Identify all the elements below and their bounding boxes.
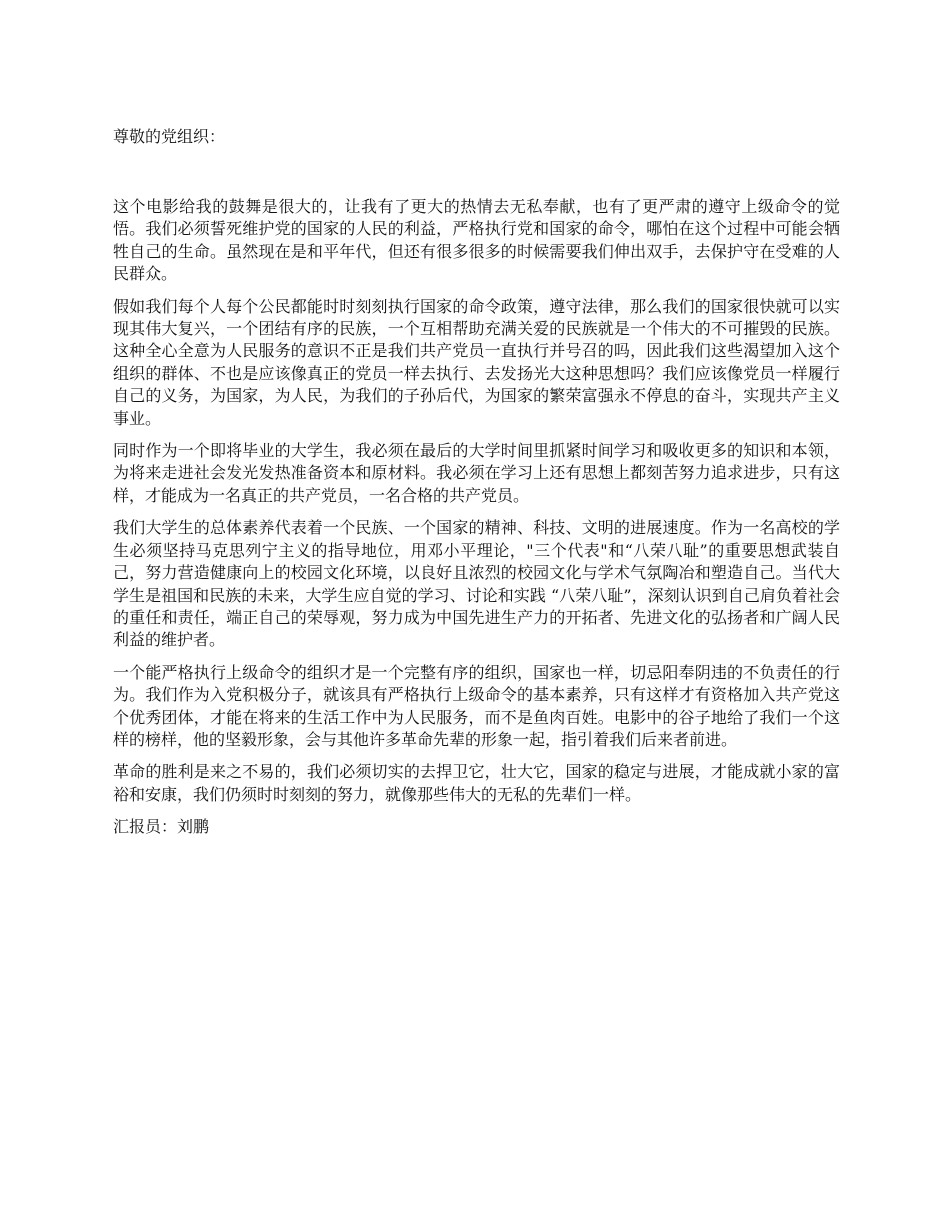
signature: 汇报员：刘鹏 bbox=[113, 817, 210, 837]
letter-body bbox=[113, 196, 840, 838]
salutation: 尊敬的党组织： bbox=[113, 127, 226, 146]
paragraph-3: 同时作为一个即将毕业的大学生，我必须在最后的大学时间里抓紧时间学习和吸收更多的知识和本领，为将来走进社会发光发热准备资本和原材料。我必须在学习上还有思想上都刻苦努力追求进步，只有这样，才能成为一名真正的共产党员，一名合格的共产党员。 bbox=[113, 441, 840, 505]
paragraph-1: 这个电影给我的鼓舞是很大的，让我有了更大的热情去无私奉献，也有了更严肃的遵守上级命令的觉悟。我们必须誓死维护党的国家的人民的利益，严格执行党和国家的命令，哪怕在这个过程中可能会牺牲自己的生命。虽然现在是和平年代，但还有很多很多的时候需要我们伸出双手，去保护守在受难的人民群众。 bbox=[113, 197, 840, 284]
paragraph-5: 一个能严格执行上级命令的组织才是一个完整有序的组织，国家也一样，切忌阳奉阴违的不负责任的行为。我们作为入党积极分子，就该具有严格执行上级命令的基本素养，只有这样才有资格加入共产党这个优秀团体，才能在将来的生活工作中为人民服务，而不是鱼肉百姓。电影中的谷子地给了我们一个这样的榜样，他的坚毅形象，会与其他许多革命先辈的形象一起，指引着我们后来者前进。 bbox=[113, 662, 840, 749]
paragraph-4: 我们大学生的总体素养代表着一个民族、一个国家的精神、科技、文明的进展速度。作为一名高校的学生必须坚持马克思列宁主义的指导地位，用邓小平理论，"三个代表"和“八荣八耻”的重要思想武装自己，努力营造健康向上的校园文化环境，以良好且浓烈的校园文化与学术气氛陶冶和塑造自己。当代大学生是祖国和民族的未来，大学生应自觉的学习、讨论和实践 “八荣八耻”，深刻认识到自己肩负着社会的重任和责任，端正自己的荣辱观，努力成为中国先进生产力的开拓者、先进文化的弘扬者和广阔人民利益的维护者。 bbox=[113, 518, 840, 650]
paragraph-2: 假如我们每个人每个公民都能时时刻刻执行国家的命令政策，遵守法律，那么我们的国家很快就可以实现其伟大复兴，一个团结有序的民族，一个互相帮助充满关爱的民族就是一个伟大的不可摧毁的民族。这种全心全意为人民服务的意识不正是我们共产党员一直执行并号召的吗，因此我们这些渴望加入这个组织的群体、不也是应该像真正的党员一样去执行、去发扬光大这种思想吗？我们应该像党员一样履行自己的义务，为国家，为人民，为我们的子孙后代，为国家的繁荣富强永不停息的奋斗，实现共产主义事业。 bbox=[113, 296, 840, 428]
paragraph-6: 革命的胜利是来之不易的，我们必须切实的去捍卫它，壮大它，国家的稳定与进展，才能成就小家的富裕和安康，我们仍须时时刻刻的努力，就像那些伟大的无私的先辈们一样。 bbox=[113, 762, 840, 804]
